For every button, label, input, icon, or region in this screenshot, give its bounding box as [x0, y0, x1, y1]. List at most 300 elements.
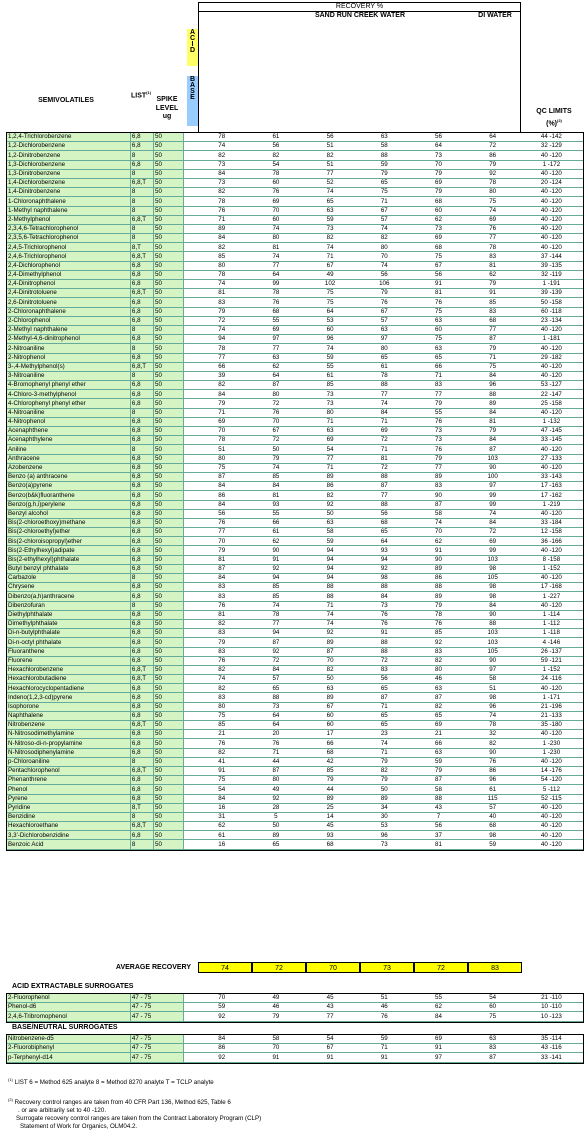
analyte-name: p-Chloroaniline — [7, 757, 130, 766]
recovery-cell: 71 — [195, 408, 249, 417]
average-value: 72 — [252, 962, 306, 973]
spike-level-cell: 50 — [154, 794, 184, 803]
list-cell: 6,8 — [130, 711, 153, 720]
qc-limits-cell: 22 -147 — [520, 390, 583, 399]
spike-level-cell: 50 — [154, 684, 184, 693]
recovery-cell: 65 — [357, 178, 411, 187]
recovery-cell: 79 — [466, 160, 520, 169]
recovery-cell: 91 — [411, 280, 465, 289]
list-cell: 8 — [130, 344, 153, 353]
qc-limits-cell: 33 -141 — [520, 1053, 583, 1062]
recovery-cell: 105 — [466, 574, 520, 583]
recovery-cell: 79 — [303, 776, 357, 785]
sand-run-label: SAND RUN CREEK WATER — [314, 12, 406, 19]
list-cell: 6,8 — [130, 555, 153, 564]
analyte-name: 2,4-Dichlorophenol — [7, 261, 130, 270]
recovery-cell: 56 — [411, 133, 465, 142]
table-row — [7, 353, 583, 362]
recovery-cell: 76 — [195, 656, 249, 665]
recovery-cell: 39 — [195, 371, 249, 380]
spacer-cell — [184, 427, 195, 436]
list-cell: 8 — [130, 151, 153, 160]
recovery-cell: 21 — [411, 730, 465, 739]
recovery-cell: 85 — [303, 766, 357, 775]
recovery-cell: 83 — [195, 693, 249, 702]
list-cell: 8 — [130, 840, 153, 849]
recovery-cell: 91 — [249, 1053, 303, 1062]
spike-level-cell: 50 — [154, 445, 184, 454]
recovery-cell: 75 — [466, 197, 520, 206]
spacer-cell — [184, 1012, 195, 1021]
table-row — [7, 702, 583, 711]
recovery-cell: 69 — [411, 178, 465, 187]
table-row — [7, 1035, 583, 1044]
recovery-cell: 78 — [411, 610, 465, 619]
recovery-cell: 76 — [466, 224, 520, 233]
recovery-cell: 72 — [466, 142, 520, 151]
recovery-cell: 83 — [466, 1044, 520, 1053]
qc-limits-cell: 33 -184 — [520, 518, 583, 527]
qc-limits-cell: 59 -121 — [520, 656, 583, 665]
spacer-cell — [184, 491, 195, 500]
recovery-cell: 75 — [195, 711, 249, 720]
base-label: BASE — [189, 76, 196, 100]
spike-level-cell: 50 — [154, 252, 184, 261]
analyte-name: Pyrene — [7, 794, 130, 803]
recovery-cell: 62 — [249, 362, 303, 371]
recovery-cell: 94 — [303, 574, 357, 583]
analyte-name: 2,4-Dimethylphenol — [7, 270, 130, 279]
recovery-cell: 65 — [357, 353, 411, 362]
table-row — [7, 325, 583, 334]
table-row — [7, 142, 583, 151]
footnote-2b: . or are arbitrarily set to 40 -120. — [18, 1107, 107, 1115]
analyte-name: 2,3,4,6-Tetrachlorophenol — [7, 224, 130, 233]
recovery-cell: 58 — [411, 509, 465, 518]
average-value: 74 — [198, 962, 252, 973]
semivolatiles-table — [6, 132, 584, 851]
qc-limits-cell: 39 -135 — [520, 261, 583, 270]
qc-limits-cell: 40 -120 — [520, 803, 583, 812]
recovery-cell: 78 — [249, 169, 303, 178]
recovery-cell: 68 — [466, 316, 520, 325]
qc-limits-cell: 40 -120 — [520, 206, 583, 215]
qc-header-pct: (%) — [546, 119, 557, 127]
recovery-cell: 82 — [195, 619, 249, 628]
list-cell: 6,8 — [130, 656, 153, 665]
recovery-cell: 63 — [303, 427, 357, 436]
recovery-cell: 53 — [357, 822, 411, 831]
recovery-cell: 73 — [357, 601, 411, 610]
recovery-cell: 65 — [303, 197, 357, 206]
recovery-cell: 77 — [249, 344, 303, 353]
spike-level-cell: 50 — [154, 528, 184, 537]
spike-level-cell: 50 — [154, 151, 184, 160]
table-row — [7, 766, 583, 775]
spacer-cell — [184, 785, 195, 794]
recovery-cell: 84 — [195, 234, 249, 243]
recovery-cell: 78 — [357, 371, 411, 380]
recovery-cell: 56 — [357, 675, 411, 684]
spacer-cell — [184, 252, 195, 261]
recovery-cell: 72 — [357, 463, 411, 472]
recovery-cell: 94 — [303, 546, 357, 555]
spike-header-l1: SPIKE — [156, 96, 178, 103]
spike-level-cell: 50 — [154, 362, 184, 371]
recovery-cell: 76 — [411, 417, 465, 426]
table-row — [7, 224, 583, 233]
recovery-cell: 75 — [195, 776, 249, 785]
recovery-cell: 79 — [357, 757, 411, 766]
recovery-cell: 76 — [249, 188, 303, 197]
qc-limits-cell: 4 -146 — [520, 638, 583, 647]
qc-limits-cell: 40 -120 — [520, 151, 583, 160]
recovery-cell: 99 — [249, 280, 303, 289]
recovery-cell: 57 — [357, 316, 411, 325]
base-side — [187, 76, 198, 126]
recovery-cell: 85 — [249, 583, 303, 592]
recovery-cell: 74 — [303, 344, 357, 353]
recovery-cell: 31 — [195, 812, 249, 821]
qc-limits-cell: 10 -123 — [520, 1012, 583, 1021]
qc-limits-cell: 20 -124 — [520, 178, 583, 187]
table-row — [7, 610, 583, 619]
spike-level-cell: 50 — [154, 215, 184, 224]
recovery-cell: 76 — [249, 739, 303, 748]
spike-level-cell: 50 — [154, 206, 184, 215]
recovery-cell: 69 — [411, 1035, 465, 1044]
recovery-cell: 17 — [303, 730, 357, 739]
recovery-cell: 73 — [303, 224, 357, 233]
recovery-cell: 58 — [303, 528, 357, 537]
table-row — [7, 509, 583, 518]
list-cell: 6,8 — [130, 619, 153, 628]
recovery-cell: 82 — [195, 684, 249, 693]
spike-level-cell: 50 — [154, 619, 184, 628]
recovery-cell: 85 — [249, 472, 303, 481]
recovery-cell: 50 — [357, 785, 411, 794]
list-cell: 6,8 — [130, 794, 153, 803]
recovery-cell: 100 — [466, 472, 520, 481]
table-row — [7, 803, 583, 812]
recovery-cell: 81 — [249, 491, 303, 500]
recovery-cell: 74 — [303, 188, 357, 197]
spacer-cell — [184, 629, 195, 638]
list-cell: 6,8 — [130, 316, 153, 325]
spike-level-cell: 50 — [154, 840, 184, 849]
qc-limits-cell: 60 -118 — [520, 307, 583, 316]
spacer-cell — [184, 454, 195, 463]
recovery-cell: 34 — [357, 803, 411, 812]
table-row — [7, 178, 583, 187]
spike-level-cell: 50 — [154, 546, 184, 555]
spacer-cell — [184, 1003, 195, 1012]
table-row — [7, 730, 583, 739]
table-row — [7, 619, 583, 628]
table-row — [7, 831, 583, 840]
table-row — [7, 169, 583, 178]
recovery-cell: 54 — [303, 445, 357, 454]
list-cell: 8 — [130, 197, 153, 206]
spacer-cell — [184, 243, 195, 252]
recovery-cell: 71 — [411, 371, 465, 380]
recovery-cell: 81 — [411, 840, 465, 849]
list-cell: 6,8 — [130, 417, 153, 426]
recovery-cell: 71 — [303, 601, 357, 610]
analyte-name: Acenaphthene — [7, 427, 130, 436]
spike-level-cell: 50 — [154, 463, 184, 472]
recovery-title: RECOVERY % — [335, 3, 384, 10]
analyte-name: Butyl benzyl phthalate — [7, 564, 130, 573]
recovery-cell: 75 — [195, 463, 249, 472]
analyte-name: 2,4-Dinitrotoluene — [7, 289, 130, 298]
qc-limits-cell: 40 -120 — [520, 445, 583, 454]
analyte-name: 2,6-Dinitrotoluene — [7, 298, 130, 307]
table-row — [7, 427, 583, 436]
recovery-cell: 93 — [357, 546, 411, 555]
recovery-cell: 92 — [357, 564, 411, 573]
surrogate-spike-cell: 47 - 75 — [130, 994, 183, 1003]
recovery-cell: 54 — [195, 785, 249, 794]
recovery-cell: 60 — [249, 215, 303, 224]
spike-level-cell: 50 — [154, 730, 184, 739]
recovery-cell: 89 — [195, 224, 249, 233]
footnote-1-sup: (1) — [8, 1077, 13, 1082]
recovery-cell: 87 — [249, 381, 303, 390]
recovery-cell: 79 — [411, 601, 465, 610]
recovery-cell: 94 — [249, 574, 303, 583]
recovery-cell: 82 — [195, 151, 249, 160]
recovery-cell: 82 — [357, 234, 411, 243]
spike-level-cell: 50 — [154, 408, 184, 417]
spacer-cell — [184, 840, 195, 849]
table-row — [7, 472, 583, 481]
recovery-cell: 74 — [249, 463, 303, 472]
recovery-cell: 79 — [466, 427, 520, 436]
recovery-cell: 62 — [411, 215, 465, 224]
list-cell: 6,8 — [130, 564, 153, 573]
recovery-cell: 79 — [411, 399, 465, 408]
recovery-cell: 77 — [466, 325, 520, 334]
recovery-cell: 77 — [303, 169, 357, 178]
surrogate-name: 2-Fluorobiphenyl — [7, 1044, 130, 1053]
surrogate-spike-cell: 47 - 75 — [130, 1012, 183, 1021]
list-cell: 6,8 — [130, 491, 153, 500]
table-row — [7, 408, 583, 417]
qc-limits-cell: 52 -115 — [520, 794, 583, 803]
recovery-cell: 68 — [411, 243, 465, 252]
recovery-cell: 81 — [411, 289, 465, 298]
table-row — [7, 500, 583, 509]
recovery-cell: 82 — [249, 151, 303, 160]
recovery-cell: 94 — [303, 564, 357, 573]
spike-level-cell: 50 — [154, 472, 184, 481]
recovery-cell: 87 — [357, 693, 411, 702]
recovery-cell: 72 — [357, 436, 411, 445]
table-row — [7, 1003, 583, 1012]
analyte-name: 2-Methyl-4,6-dinitrophenol — [7, 335, 130, 344]
recovery-cell: 59 — [303, 215, 357, 224]
recovery-cell: 59 — [303, 353, 357, 362]
spacer-cell — [184, 739, 195, 748]
recovery-cell: 75 — [357, 188, 411, 197]
recovery-cell: 42 — [303, 757, 357, 766]
table-row — [7, 721, 583, 730]
recovery-cell: 76 — [466, 757, 520, 766]
list-cell: 6,8 — [130, 454, 153, 463]
footnote-2a: Recovery control ranges are taken from 40 CFR Part 136, Method 625, Table 6 — [14, 1099, 231, 1107]
list-cell: 8 — [130, 169, 153, 178]
recovery-cell: 103 — [466, 454, 520, 463]
acid-surrogates-title: ACID EXTRACTABLE SURROGATES — [12, 983, 134, 990]
recovery-cell: 65 — [411, 711, 465, 720]
recovery-cell: 73 — [195, 160, 249, 169]
recovery-cell: 73 — [249, 702, 303, 711]
spike-level-cell: 50 — [154, 812, 184, 821]
recovery-cell: 84 — [466, 371, 520, 380]
spike-level-cell: 50 — [154, 629, 184, 638]
recovery-cell: 94 — [303, 555, 357, 564]
table-row — [7, 574, 583, 583]
recovery-cell: 98 — [466, 592, 520, 601]
surrogate-name: p-Terphenyl-d14 — [7, 1053, 130, 1062]
recovery-cell: 77 — [303, 1012, 357, 1021]
analyte-name: Hexachloroethane — [7, 822, 130, 831]
table-row — [7, 583, 583, 592]
recovery-cell: 59 — [357, 1035, 411, 1044]
spacer-cell — [184, 592, 195, 601]
recovery-cell: 46 — [411, 675, 465, 684]
acid-label: ACID — [189, 29, 196, 53]
recovery-cell: 79 — [249, 454, 303, 463]
qc-limits-cell: 40 -120 — [520, 684, 583, 693]
spike-header — [152, 96, 182, 126]
analyte-name: 1-Chloronaphthalene — [7, 197, 130, 206]
table-row — [7, 629, 583, 638]
table-row — [7, 243, 583, 252]
spacer-cell — [184, 381, 195, 390]
list-cell: 6,8 — [130, 702, 153, 711]
recovery-cell: 50 — [249, 822, 303, 831]
recovery-cell: 70 — [249, 417, 303, 426]
recovery-cell: 98 — [466, 831, 520, 840]
recovery-cell: 76 — [249, 408, 303, 417]
recovery-cell: 81 — [249, 243, 303, 252]
qc-limits-cell: 8 -158 — [520, 555, 583, 564]
base-surrogates-table — [6, 1034, 584, 1064]
analyte-name: 3-,4-Methylphenol(s) — [7, 362, 130, 371]
recovery-cell: 79 — [466, 344, 520, 353]
recovery-cell: 82 — [303, 151, 357, 160]
recovery-cell: 71 — [357, 748, 411, 757]
recovery-cell: 78 — [466, 178, 520, 187]
recovery-cell: 65 — [357, 721, 411, 730]
spike-level-cell: 50 — [154, 307, 184, 316]
recovery-cell: 72 — [195, 316, 249, 325]
recovery-cell: 83 — [357, 665, 411, 674]
spike-level-cell: 50 — [154, 711, 184, 720]
recovery-cell: 61 — [466, 785, 520, 794]
spike-header-l2: LEVEL — [155, 104, 179, 112]
list-cell: 6,8 — [130, 270, 153, 279]
list-cell: 6,8 — [130, 307, 153, 316]
analyte-name: 1,2-Dinitrobenzene — [7, 151, 130, 160]
spike-level-cell: 50 — [154, 721, 184, 730]
analyte-name: 1,3-Dichlorobenzene — [7, 160, 130, 169]
qc-limits-cell: 17 -162 — [520, 491, 583, 500]
recovery-cell: 82 — [195, 665, 249, 674]
analyte-name: Benzo(b&k)fluoranthene — [7, 491, 130, 500]
spacer-cell — [184, 665, 195, 674]
list-cell: 6,8 — [130, 280, 153, 289]
recovery-cell: 73 — [411, 151, 465, 160]
list-cell: 6,8,T — [130, 178, 153, 187]
analyte-name: 3,3'-Dichlorobenzidine — [7, 831, 130, 840]
spike-level-cell: 50 — [154, 831, 184, 840]
recovery-cell: 82 — [195, 748, 249, 757]
spike-level-cell: 50 — [154, 822, 184, 831]
recovery-cell: 87 — [466, 1053, 520, 1062]
analyte-name: 2-Nitrophenol — [7, 353, 130, 362]
recovery-cell: 71 — [249, 748, 303, 757]
qc-limits-cell: 39 -139 — [520, 289, 583, 298]
recovery-cell: 56 — [303, 133, 357, 142]
recovery-cell: 49 — [249, 785, 303, 794]
spacer-cell — [184, 344, 195, 353]
qc-limits-cell: 32 -129 — [520, 142, 583, 151]
recovery-cell: 76 — [411, 298, 465, 307]
list-cell: 6,8 — [130, 629, 153, 638]
recovery-cell: 65 — [357, 711, 411, 720]
table-row — [7, 261, 583, 270]
di-water-label: DI WATER — [478, 12, 512, 19]
table-row — [7, 151, 583, 160]
table-row — [7, 785, 583, 794]
recovery-cell: 87 — [411, 776, 465, 785]
spacer-cell — [184, 133, 195, 142]
analyte-name: Dibenzofuran — [7, 601, 130, 610]
qc-limits-cell: 37 -144 — [520, 252, 583, 261]
qc-limits-cell: 54 -120 — [520, 776, 583, 785]
recovery-cell: 62 — [411, 537, 465, 546]
surrogate-spike-cell: 47 - 75 — [130, 1044, 183, 1053]
analyte-name: Bis(2-ethylhexyl)phthalate — [7, 555, 130, 564]
recovery-cell: 73 — [411, 224, 465, 233]
list-cell: 8 — [130, 601, 153, 610]
recovery-cell: 74 — [466, 711, 520, 720]
spike-level-cell: 50 — [154, 436, 184, 445]
list-cell: 8 — [130, 224, 153, 233]
recovery-cell: 64 — [249, 721, 303, 730]
recovery-cell: 55 — [411, 408, 465, 417]
recovery-cell: 74 — [195, 675, 249, 684]
qc-limits-cell: 40 -120 — [520, 601, 583, 610]
recovery-cell: 88 — [357, 381, 411, 390]
analyte-name: Di-n-octyl phthalate — [7, 638, 130, 647]
analyte-name: Hexachlorobutadiene — [7, 675, 130, 684]
recovery-cell: 72 — [249, 656, 303, 665]
spacer-cell — [184, 472, 195, 481]
recovery-cell: 63 — [357, 325, 411, 334]
recovery-cell: 81 — [195, 610, 249, 619]
recovery-cell: 78 — [195, 344, 249, 353]
recovery-cell: 98 — [466, 693, 520, 702]
recovery-cell: 103 — [466, 638, 520, 647]
table-row — [7, 665, 583, 674]
spacer-cell — [184, 994, 195, 1003]
spacer-cell — [184, 408, 195, 417]
spacer-cell — [184, 537, 195, 546]
